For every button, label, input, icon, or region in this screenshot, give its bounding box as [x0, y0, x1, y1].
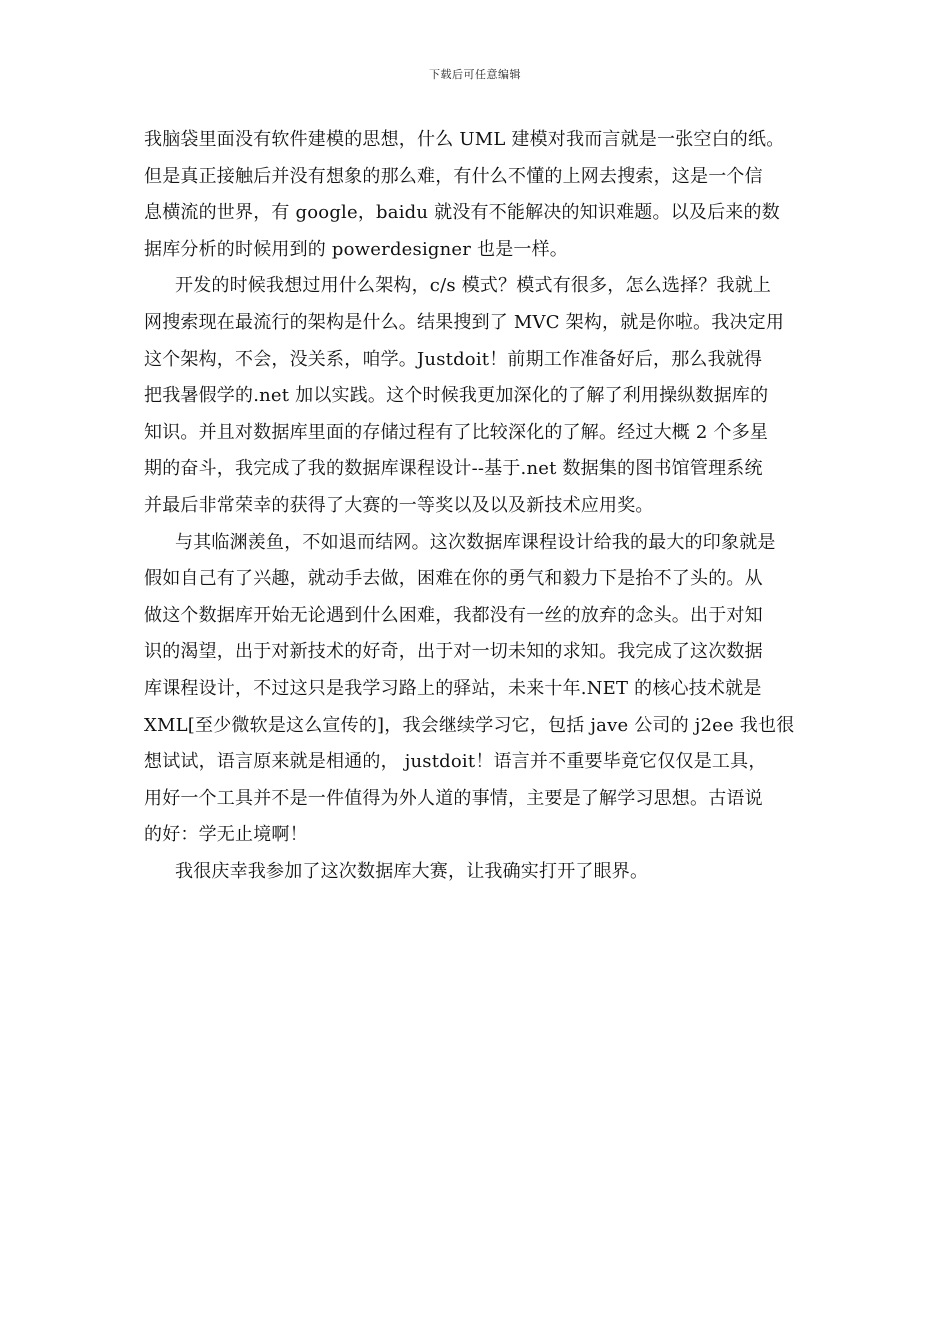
text-line: 识的渴望，出于对新技术的好奇，出于对一切未知的求知。我完成了这次数据 — [144, 641, 763, 663]
text-line: XML[至少微软是这么宣传的]，我会继续学习它，包括 jave 公司的 j2ee 我也很 — [144, 714, 795, 736]
paragraph — [144, 122, 808, 268]
document-body — [144, 122, 808, 890]
text-line: 并最后非常荣幸的获得了大赛的一等奖以及以及新技术应用奖。 — [144, 494, 654, 516]
text-line: 但是真正接触后并没有想象的那么难，有什么不懂的上网去搜索，这是一个信 — [144, 165, 763, 187]
text-line: 的好：学无止境啊！ — [144, 824, 308, 846]
text-line: 与其临渊羡鱼，不如退而结网。这次数据库课程设计给我的最大的印象就是 — [175, 531, 776, 553]
text-line: 网搜索现在最流行的架构是什么。结果搜到了 MVC 架构，就是你啦。我决定用 — [144, 311, 785, 333]
text-line: 期的奋斗，我完成了我的数据库课程设计--基于.net 数据集的图书馆管理系统 — [144, 458, 763, 480]
text-line: 息横流的世界，有 google，baidu 就没有不能解决的知识难题。以及后来的数 — [144, 202, 780, 224]
text-line: 我很庆幸我参加了这次数据库大赛，让我确实打开了眼界。 — [175, 860, 649, 882]
text-line: 知识。并且对数据库里面的存储过程有了比较深化的了解。经过大概 2 个多星 — [144, 421, 769, 443]
header-note: 下载后可任意编辑 — [429, 68, 521, 81]
paragraph — [144, 525, 808, 854]
text-line: 假如自己有了兴趣，就动手去做，困难在你的勇气和毅力下是抬不了头的。从 — [144, 568, 763, 590]
text-line: 用好一个工具并不是一件值得为外人道的事情，主要是了解学习思想。古语说 — [144, 787, 763, 809]
text-line: 做这个数据库开始无论遇到什么困难，我都没有一丝的放弃的念头。出于对知 — [144, 604, 763, 626]
paragraph — [144, 268, 808, 524]
paragraph — [144, 854, 808, 891]
text-line: 想试试，语言原来就是相通的， justdoit！语言并不重要毕竟它仅仅是工具， — [144, 751, 767, 773]
text-line: 开发的时候我想过用什么架构，c/s 模式？模式有很多，怎么选择？我就上 — [175, 275, 772, 297]
text-line: 库课程设计，不过这只是我学习路上的驿站，未来十年.NET 的核心技术就是 — [144, 677, 762, 699]
text-line: 我脑袋里面没有软件建模的思想，什么 UML 建模对我而言就是一张空白的纸。 — [144, 129, 785, 150]
text-line: 据库分析的时候用到的 powerdesigner 也是一样。 — [144, 238, 569, 260]
text-line: 这个架构，不会，没关系，咱学。Justdoit！前期工作准备好后，那么我就得 — [144, 348, 763, 370]
text-line: 把我暑假学的.net 加以实践。这个时候我更加深化的了解了利用操纵数据库的 — [144, 385, 769, 407]
